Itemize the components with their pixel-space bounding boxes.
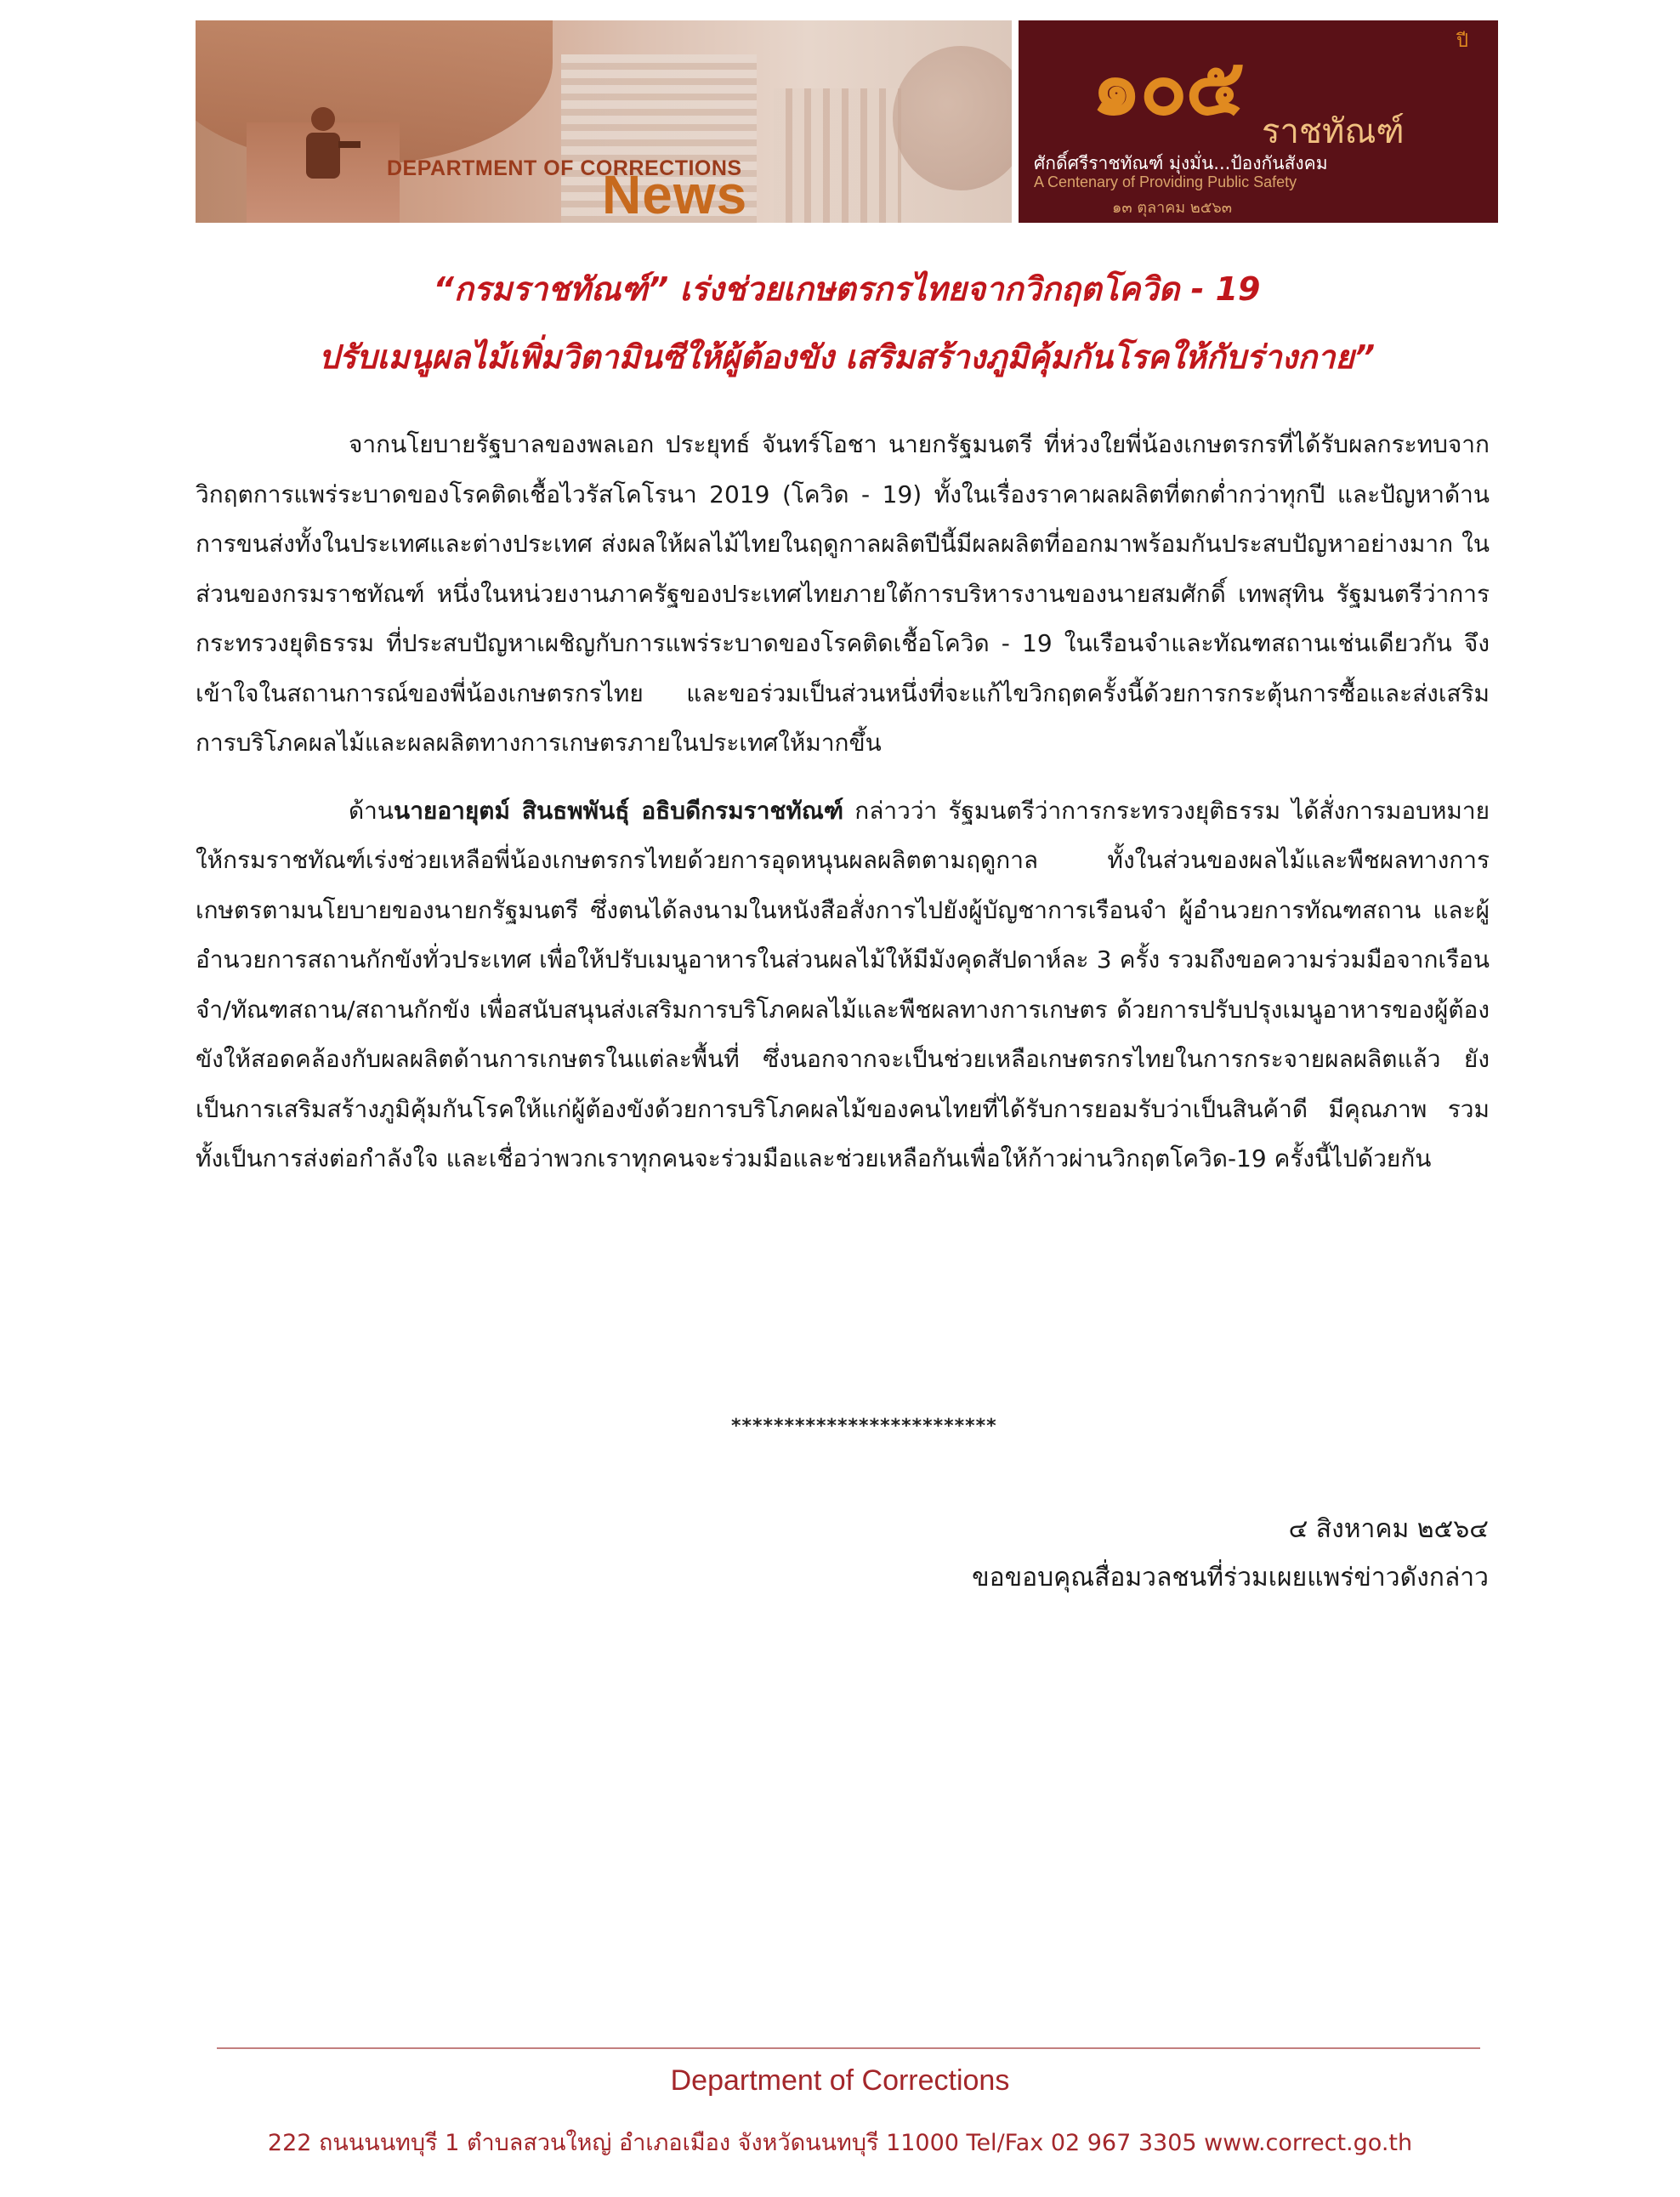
- paragraph-1: จากนโยบายรัฐบาลของพลเอก ประยุทธ์ จันทร์โอชา นายกรัฐมนตรี ที่ห่วงใยพี่น้องเกษตรกรที่ได้รับผลกระทบจากวิกฤตการแพร่ระบาดของโรคติดเชื้อไวรัสโคโรนา 2019 (โควิด - 19) ทั้งในเรื่องราคาผลผลิตที่ตกต่ำกว่าทุกปี และปัญหาด้านการขนส่งทั้งในประเทศและต่างประเทศ ส่งผลให้ผลไม้ไทยในฤดูกาลผลิตปีนี้มีผลผลิตที่ออกมาพร้อมกันประสบปัญหาอย่างมาก ในส่วนของกรมราชทัณฑ์ หนึ่งในหน่วยงานภาครัฐของประเทศไทยภายใต้การบริหารงานของนายสมศักดิ์ เทพสุทิน รัฐมนตรีว่าการกระทรวงยุติธรรม ที่ประสบปัญหาเผชิญกับการแพร่ระบาดของโรคติดเชื้อโควิด - 19 ในเรือนจำและทัณฑสถานเช่นเดียวกัน จึงเข้าใจในสถานการณ์ของพี่น้องเกษตรกรไทย และขอร่วมเป็นส่วนหนึ่งที่จะแก้ไขวิกฤตครั้งนี้ด้วยการกระตุ้นการซื้อและส่งเสริมการบริโภคผลไม้และผลผลิตทางการเกษตรภายในประเทศให้มากขึ้น: [196, 430, 1490, 757]
- banner-date: ๑๓ ตุลาคม ๒๕๖๓: [1111, 199, 1233, 217]
- release-date: ๔ สิงหาคม ๒๕๖๔: [1288, 1514, 1489, 1544]
- headline-line-2: ปรับเมนูผลไม้เพิ่มวิตามินซีให้ผู้ต้องขัง เสริมสร้างภูมิคุ้มกันโรคให้กับร่างกาย”: [318, 338, 1376, 376]
- footer-divider: [217, 2047, 1480, 2049]
- guard-figure-icon: [272, 94, 374, 196]
- footer-address: 222 ถนนนนทบุรี 1 ตำบลสวนใหญ่ อำเภอเมือง จังหวัดนนทบุรี 11000 Tel/Fax 02 967 3305 www.correct.go.th: [267, 2130, 1413, 2156]
- motto-english: A Centenary of Providing Public Safety: [1033, 173, 1297, 190]
- news-banner: [196, 20, 1498, 223]
- anniversary-panel: [1019, 20, 1498, 223]
- news-label: News: [602, 164, 748, 223]
- paragraph-2-rest: กล่าวว่า รัฐมนตรีว่าการกระทรวงยุติธรรม ได้สั่งการมอบหมายให้กรมราชทัณฑ์เร่งช่วยเหลือพี่น้องเกษตรกรไทยด้วยการอุดหนุนผลผลิตตามฤดูกาล ทั้งในส่วนของผลไม้และพืชผลทางการเกษตรตามนโยบายของนายกรัฐมนตรี ซึ่งตนได้ลงนามในหนังสือสั่งการไปยังผู้บัญชาการเรือนจำ ผู้อำนวยการทัณฑสถาน และผู้อำนวยการสถานกักขังทั่วประเทศ เพื่อให้ปรับเมนูอาหารในส่วนผลไม้ให้มีมังคุดสัปดาห์ละ 3 ครั้ง รวมถึงขอความร่วมมือจากเรือนจำ/ทัณฑสถาน/สถานกักขัง เพื่อสนับสนุนส่งเสริมการบริโภคผลไม้และพืชผลทางการเกษตร ด้วยการปรับปรุงเมนูอาหารของผู้ต้องขังให้สอดคล้องกับผลผลิตด้านการเกษตรในแต่ละพื้นที่ ซึ่งนอกจากจะเป็นช่วยเหลือเกษตรกรไทยในการกระจายผลผลิตแล้ว ยังเป็นการเสริมสร้างภูมิคุ้มกันโรคให้แก่ผู้ต้องขังด้วยการบริโภคผลไม้ของคนไทยที่ได้รับการยอมรับว่าเป็นสินค้าดี มีคุณภาพ รวมทั้งเป็นการส่งต่อกำลังใจ และเชื่อว่าพวกเราทุกคนจะร่วมมือและช่วยเหลือกันเพื่อให้ก้าวผ่านวิกฤตโควิด-19 ครั้งนี้ไปด้วยกัน: [196, 796, 1490, 1172]
- director-general-name: นายอายุตม์ สินธพพันธุ์ อธิบดีกรมราชทัณฑ์: [394, 796, 844, 825]
- headline-line-1: “กรมราชทัณฑ์” เร่งช่วยเกษตรกรไทยจากวิกฤตโควิด - 19: [433, 270, 1261, 308]
- banner-tree-shape: [893, 46, 1012, 190]
- footer-organization: Department of Corrections: [670, 2064, 1010, 2097]
- banner-photo-panel: [196, 20, 1012, 223]
- separator-asterisks: *************************: [731, 1416, 997, 1437]
- anniversary-ratchathan: ราชทัณฑ์: [1261, 112, 1405, 151]
- anniversary-number: ๑๐๕: [1091, 41, 1244, 133]
- headline: [196, 255, 1498, 391]
- banner-building-shape-2: [774, 88, 901, 223]
- paragraph-2-prefix: ด้าน: [349, 796, 394, 825]
- anniversary-suffix: ปี: [1456, 31, 1468, 52]
- paragraph-2: [196, 786, 1490, 1184]
- motto-thai: ศักดิ์ศรีราชทัณฑ์ มุ่งมั่น...ป้องกันสังคม: [1033, 153, 1328, 173]
- article-body: [196, 420, 1490, 1184]
- department-label: DEPARTMENT OF CORRECTIONS: [387, 156, 742, 180]
- thanks-note: ขอขอบคุณสื่อมวลชนที่ร่วมเผยแพร่ข่าวดังกล่าว: [972, 1563, 1489, 1592]
